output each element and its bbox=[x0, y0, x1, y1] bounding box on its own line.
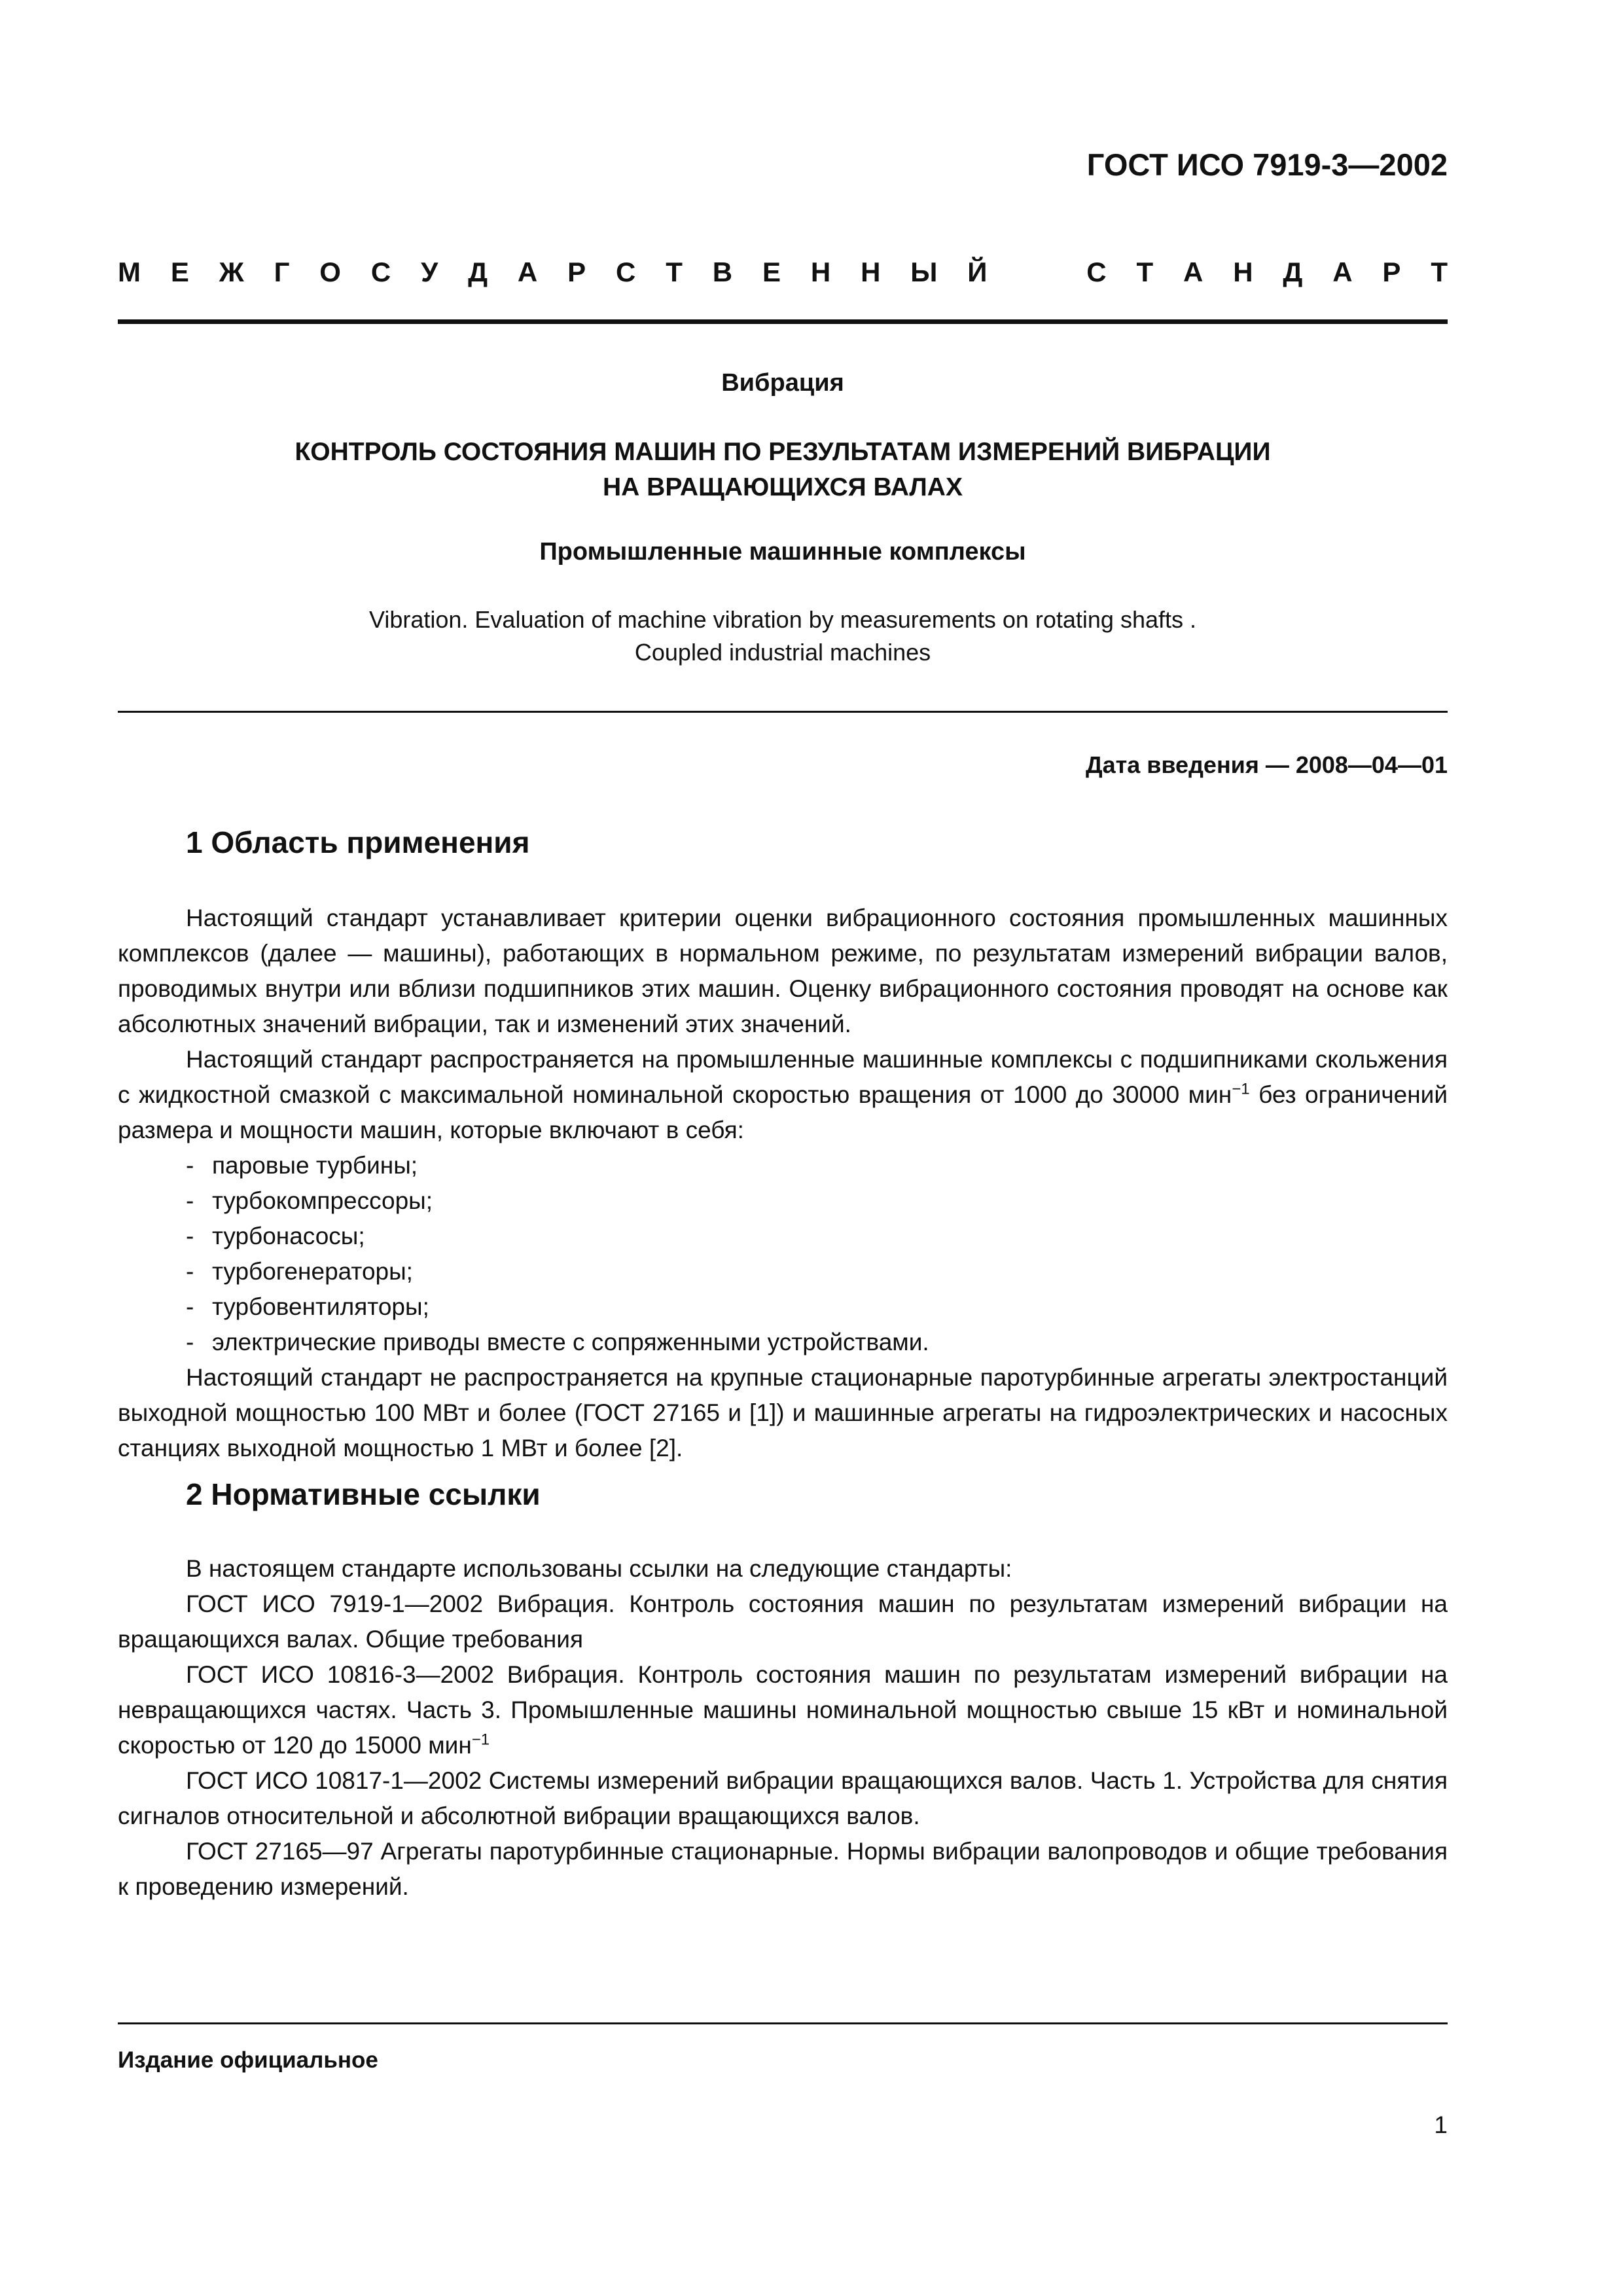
list-dash: - bbox=[186, 1293, 194, 1320]
banner-letter: Ж bbox=[219, 257, 244, 287]
section-heading-references: 2 Нормативные ссылки bbox=[186, 1477, 541, 1511]
superscript: −1 bbox=[471, 1731, 490, 1749]
banner-letter: В bbox=[712, 257, 733, 287]
english-title bbox=[118, 603, 1448, 669]
list-item-text: турбогенераторы; bbox=[212, 1258, 413, 1285]
list-item bbox=[118, 1254, 1448, 1289]
banner-letter: Е bbox=[170, 257, 189, 287]
banner-letter: Д bbox=[1283, 257, 1303, 287]
gost-number: ГОСТ ИСО 7919-3—2002 bbox=[1086, 147, 1448, 182]
list-item bbox=[118, 1148, 1448, 1183]
list-dash: - bbox=[186, 1329, 194, 1355]
list-dash: - bbox=[186, 1152, 194, 1179]
edition-label: Издание официальное bbox=[118, 2047, 378, 2073]
banner-letter: Ы bbox=[910, 257, 938, 287]
document-title bbox=[118, 435, 1448, 505]
english-title-line: Vibration. Evaluation of machine vibration by measurements on rotating shafts . bbox=[368, 606, 1197, 633]
list-item-text: турбовентиляторы; bbox=[212, 1293, 429, 1320]
reference-entry: ГОСТ ИСО 10817-1—2002 Системы измерений вибрации вращающихся валов. Часть 1. Устройства для снятия сигналов относительной и абсолютной вибрации вращающихся валов. bbox=[118, 1767, 1448, 1829]
english-title-line: Coupled industrial machines bbox=[634, 639, 931, 666]
list-item-text: турбонасосы; bbox=[212, 1223, 365, 1249]
banner-letter: Т bbox=[1136, 257, 1154, 287]
machine-list bbox=[118, 1148, 1448, 1360]
banner-letter: А bbox=[1332, 257, 1353, 287]
list-item-text: электрические приводы вместе с сопряженными устройствами. bbox=[212, 1329, 929, 1355]
banner-letter: Т bbox=[1431, 257, 1448, 287]
banner-letter: Р bbox=[567, 257, 586, 287]
list-item-text: турбокомпрессоры; bbox=[212, 1187, 433, 1214]
list-item bbox=[118, 1183, 1448, 1219]
paragraph bbox=[118, 1042, 1448, 1148]
section-heading-scope: 1 Область применения bbox=[186, 825, 530, 859]
list-item bbox=[118, 1325, 1448, 1360]
banner-word-gap bbox=[1017, 257, 1056, 288]
list-dash: - bbox=[186, 1258, 194, 1285]
section-body-references bbox=[118, 1551, 1448, 1905]
reference-entry: ГОСТ ИСО 7919-1—2002 Вибрация. Контроль состояния машин по результатам измерений вибрации на вращающихся валах. Общие требования bbox=[118, 1590, 1448, 1653]
paragraph: Настоящий стандарт не распространяется на крупные стационарные паротурбинные агрегаты электростанций выходной мощностью 100 МВт и более (ГОСТ 27165 и [1]) и машинные агрегаты на гидроэлектрических и насосных станциях выходной мощностью 1 МВт и более [2]. bbox=[118, 1364, 1448, 1462]
section-body-scope bbox=[118, 901, 1448, 1466]
title-rule bbox=[118, 711, 1448, 713]
banner-letter: М bbox=[118, 257, 141, 287]
banner-letter: А bbox=[517, 257, 538, 287]
banner-letter: Д bbox=[468, 257, 488, 287]
list-item bbox=[118, 1219, 1448, 1254]
banner-letter: Г bbox=[274, 257, 290, 287]
banner-letter: С bbox=[615, 257, 636, 287]
interstate-standard-banner bbox=[118, 257, 1448, 288]
title-line: НА ВРАЩАЮЩИХСЯ ВАЛАХ bbox=[603, 473, 963, 501]
footer-rule bbox=[118, 2022, 1448, 2024]
paragraph-text: без ограничений размера и мощности машин, которые включают в себя: bbox=[118, 1081, 1448, 1143]
banner-letter: Н bbox=[810, 257, 831, 287]
list-item bbox=[118, 1289, 1448, 1325]
title-line: КОНТРОЛЬ СОСТОЯНИЯ МАШИН ПО РЕЗУЛЬТАТАМ ИЗМЕРЕНИЙ ВИБРАЦИИ bbox=[294, 438, 1271, 466]
paragraph-text: Настоящий стандарт распространяется на промышленные машинные комплексы с подшипниками скольжения с жидкостной смазкой с максимальной номинальной скоростью вращения от 1000 до 30000 мин bbox=[118, 1046, 1448, 1108]
banner-letter: О bbox=[319, 257, 341, 287]
banner-letter: Н bbox=[1233, 257, 1253, 287]
header-rule bbox=[118, 319, 1448, 324]
reference-entry bbox=[118, 1657, 1448, 1763]
banner-letter: У bbox=[421, 257, 438, 287]
banner-letter: С bbox=[370, 257, 391, 287]
banner-letter: А bbox=[1183, 257, 1204, 287]
reference-entry: ГОСТ 27165—97 Агрегаты паротурбинные стационарные. Нормы вибрации валопроводов и общие требования к проведению измерений. bbox=[118, 1838, 1448, 1900]
subject-heading: Вибрация bbox=[721, 369, 844, 397]
page-number: 1 bbox=[1434, 2111, 1448, 2138]
banner-letter: Н bbox=[861, 257, 881, 287]
paragraph: Настоящий стандарт устанавливает критерии оценки вибрационного состояния промышленных машинных комплексов (далее — машины), работающих в нормальном режиме, по результатам измерений вибрации валов, проводимых внутри или вблизи подшипников этих машин. Оценку вибрационного состояния проводят на основе как абсолютных значений вибрации, так и изменений этих значений. bbox=[118, 905, 1448, 1037]
banner-letter: Е bbox=[762, 257, 781, 287]
banner-letter: С bbox=[1086, 257, 1107, 287]
list-dash: - bbox=[186, 1223, 194, 1249]
banner-letter: Й bbox=[967, 257, 988, 287]
paragraph: В настоящем стандарте использованы ссылки на следующие стандарты: bbox=[186, 1555, 1012, 1582]
banner-letter: Р bbox=[1382, 257, 1401, 287]
superscript: −1 bbox=[1232, 1080, 1250, 1098]
list-dash: - bbox=[186, 1187, 194, 1214]
introduction-date: Дата введения — 2008—04—01 bbox=[1085, 751, 1448, 778]
document-subtitle: Промышленные машинные комплексы bbox=[539, 538, 1026, 565]
reference-text: ГОСТ ИСО 10816-3—2002 Вибрация. Контроль состояния машин по результатам измерений вибрации на невращающихся частях. Часть 3. Промышленные машины номинальной мощностью свыше 15 кВт и номинальной скоростью от 120 до 15000 мин bbox=[118, 1661, 1448, 1759]
banner-letter: Т bbox=[666, 257, 683, 287]
list-item-text: паровые турбины; bbox=[212, 1152, 418, 1179]
